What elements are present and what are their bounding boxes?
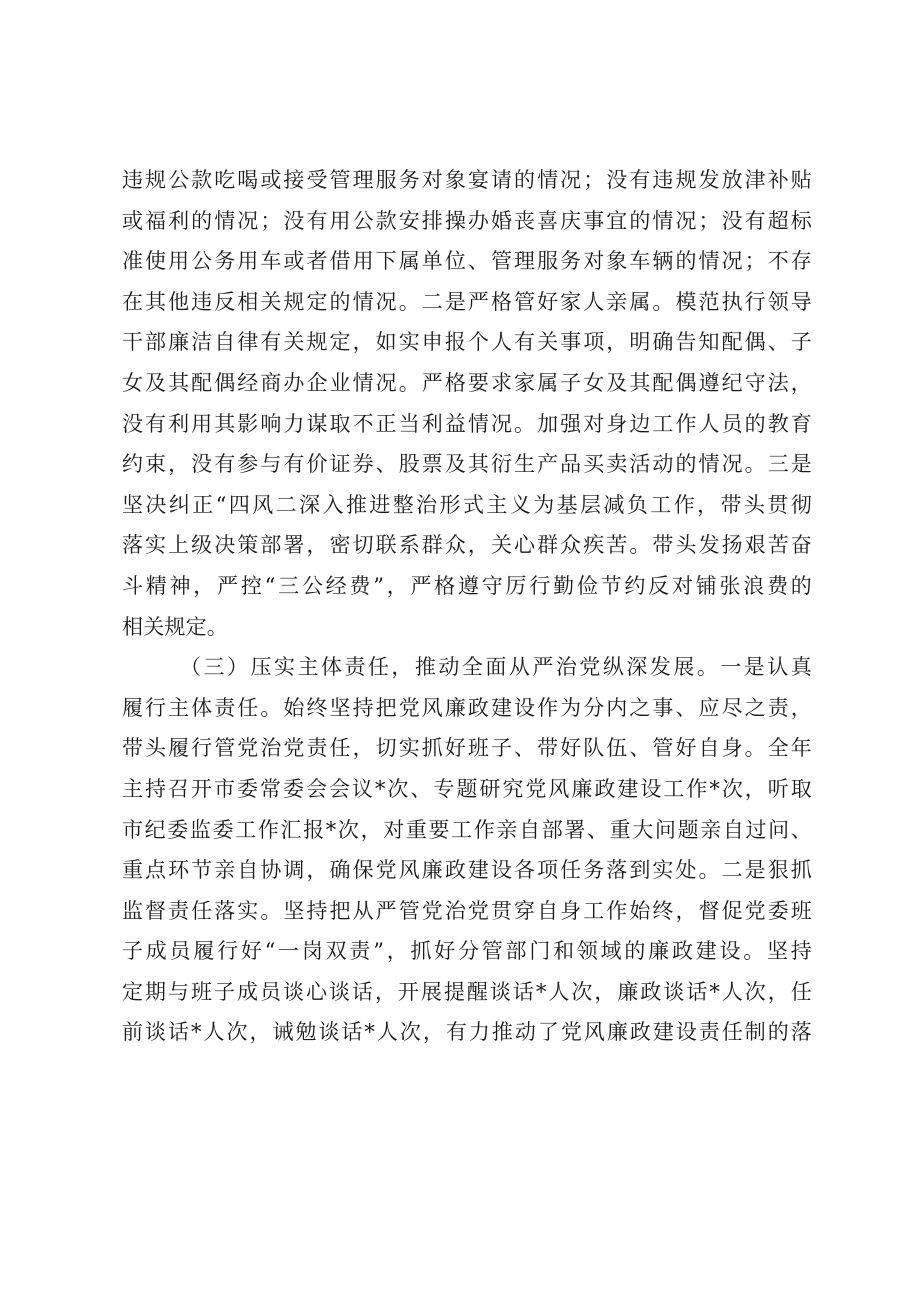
text-line: 准使用公务用车或者借用下属单位、管理服务对象车辆的情况；不存 (122, 249, 812, 274)
text-line: 干部廉洁自律有关规定，如实申报个人有关事项，明确告知配偶、子 (122, 330, 812, 355)
text-line: 约束，没有参与有价证券、股票及其衍生产品买卖活动的情况。三是 (122, 452, 812, 477)
text-line: 没有利用其影响力谋取不正当利益情况。加强对身边工作人员的教育 (122, 411, 812, 436)
text-line: 定期与班子成员谈心谈话，开展提醒谈话*人次，廉政谈话*人次，任 (122, 979, 812, 1004)
text-line: 相关规定。 (122, 614, 228, 639)
text-line: 子成员履行好“一岗双责”，抓好分管部门和领域的廉政建设。坚持 (122, 939, 812, 964)
text-line: 监督责任落实。坚持把从严管党治党贯穿自身工作始终，督促党委班 (122, 898, 812, 923)
document-body (122, 160, 812, 1053)
text-line: 女及其配偶经商办企业情况。严格要求家属子女及其配偶遵纪守法， (122, 370, 812, 395)
paragraph-continued (122, 160, 812, 647)
text-line: 前谈话*人次，诫勉谈话*人次，有力推动了党风廉政建设责任制的落 (122, 1020, 812, 1045)
text-line: 落实上级决策部署，密切联系群众，关心群众疾苦。带头发扬艰苦奋 (122, 533, 812, 558)
section-heading-line: （三）压实主体责任，推动全面从严治党纵深发展。一是认真 (180, 655, 812, 680)
text-line: 在其他违反相关规定的情况。二是严格管好家人亲属。模范执行领导 (122, 289, 812, 314)
text-line: 带头履行管党治党责任，切实抓好班子、带好队伍、管好自身。全年 (122, 736, 812, 761)
text-line: 市纪委监委工作汇报*次，对重要工作亲自部署、重大问题亲自过问、 (122, 817, 812, 842)
text-line: 坚决纠正“四风二深入推进整治形式主义为基层减负工作，带头贯彻 (122, 492, 812, 517)
text-line: 违规公款吃喝或接受管理服务对象宴请的情况；没有违规发放津补贴 (122, 168, 812, 192)
text-line: 主持召开市委常委会会议*次、专题研究党风廉政建设工作*次，听取 (122, 776, 812, 801)
text-line: 重点环节亲自协调，确保党风廉政建设各项任务落到实处。二是狠抓 (122, 858, 812, 883)
text-line: 履行主体责任。始终坚持把党风廉政建设作为分内之事、应尽之责， (122, 695, 812, 720)
text-line: 斗精神，严控“三公经费”，严格遵守厉行勤俭节约反对铺张浪费的 (122, 573, 812, 598)
text-line: 或福利的情况；没有用公款安排操办婚丧喜庆事宜的情况；没有超标 (122, 208, 812, 233)
paragraph-section-three (122, 647, 812, 1053)
